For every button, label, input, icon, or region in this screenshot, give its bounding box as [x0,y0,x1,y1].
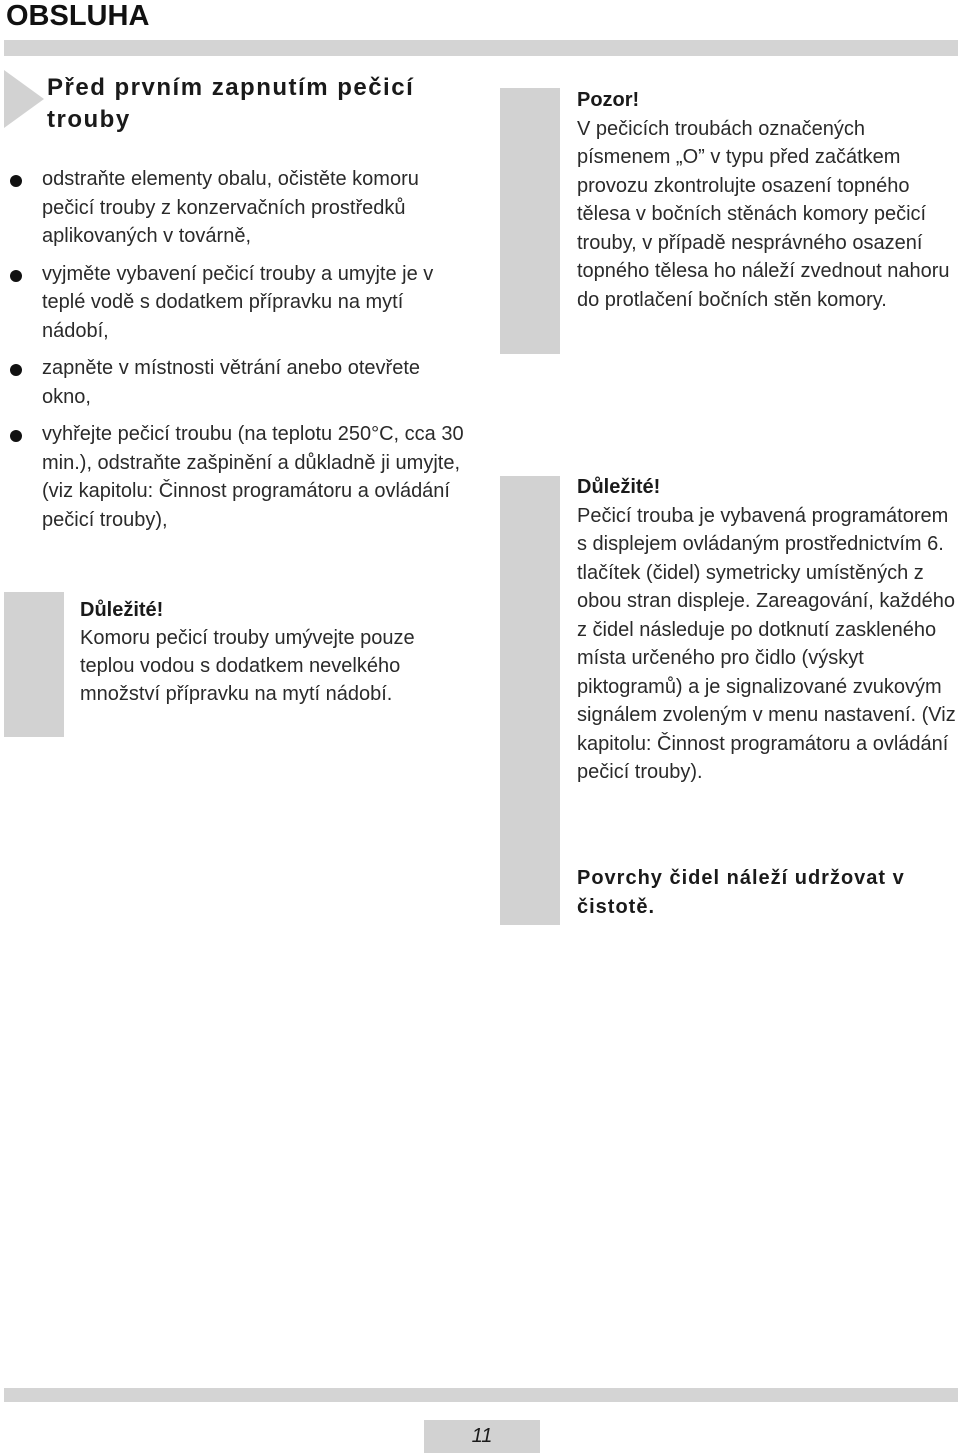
sensor-cleaning-note: Povrchy čidel náleží udržovat v čistotě. [577,867,905,918]
note-label: Důležité! [80,599,164,621]
warning-marker-bar [500,88,560,354]
list-item [10,165,470,251]
preparation-steps-list [10,165,470,543]
page-section-title: OBSLUHA [6,0,150,32]
bullet-icon [10,175,22,187]
important-text: Pečicí trouba je vybavená programátorem s displejem ovládaným prostřednictvím 6. tlačítek (čidel) symetricky umístěných z obou stran displeje. Zareagování, každého z čidel následuje po dotknutí zaskleného místa určeného pro čidlo (výskyt piktogramů) a je signalizované zvukovým signálem zvoleným v menu nastavení. (Viz kapitolu: Činnost programátoru a ovládání pečicí trouby). [577,504,956,783]
subsection-heading: Před prvním zapnutím pečicí trouby [47,74,415,133]
important-label: Důležité! [577,476,661,498]
list-item [10,420,470,534]
page-number: 11 [424,1420,540,1453]
list-item-text: zapněte v místnosti větrání anebo otevřete okno, [42,357,420,408]
list-item [10,354,470,411]
warning-note [577,86,960,314]
list-item [10,260,470,346]
warning-text: V pečicích troubách označených písmenem „O” v typu před začátkem provozu zkontrolujte osazení topného tělesa v bočních stěnách komory pečicí trouby, v případě nesprávného osazení topného tělesa ho náleží zvednout nahoru do protlačení bočních stěn komory. [577,117,950,311]
section-arrow-icon [4,70,44,128]
important-note-right [577,473,960,787]
important-marker-bar [500,476,560,925]
important-note-left [80,596,470,708]
bullet-icon [10,364,22,376]
footer-divider [4,1388,958,1402]
warning-label: Pozor! [577,89,640,111]
bullet-icon [10,270,22,282]
list-item-text: vyhřejte pečicí troubu (na teplotu 250°C, cca 30 min.), odstraňte zašpinění a důkladně ji umyjte,(viz kapitolu: Činnost programátoru a ovládání pečicí trouby), [42,423,464,531]
list-item-text: odstraňte elementy obalu, očistěte komoru pečicí trouby z konzervačních prostředků aplikovaných v továrně, [42,168,419,247]
note-text: Komoru pečicí trouby umývejte pouze teplou vodou s dodatkem nevelkého množství přípravku na mytí nádobí. [80,627,415,705]
bullet-icon [10,430,22,442]
list-item-text: vyjměte vybavení pečicí trouby a umyjte je v teplé vodě s dodatkem přípravku na mytí nádobí, [42,262,434,342]
header-divider [4,40,958,56]
note-marker-bar [4,592,64,737]
